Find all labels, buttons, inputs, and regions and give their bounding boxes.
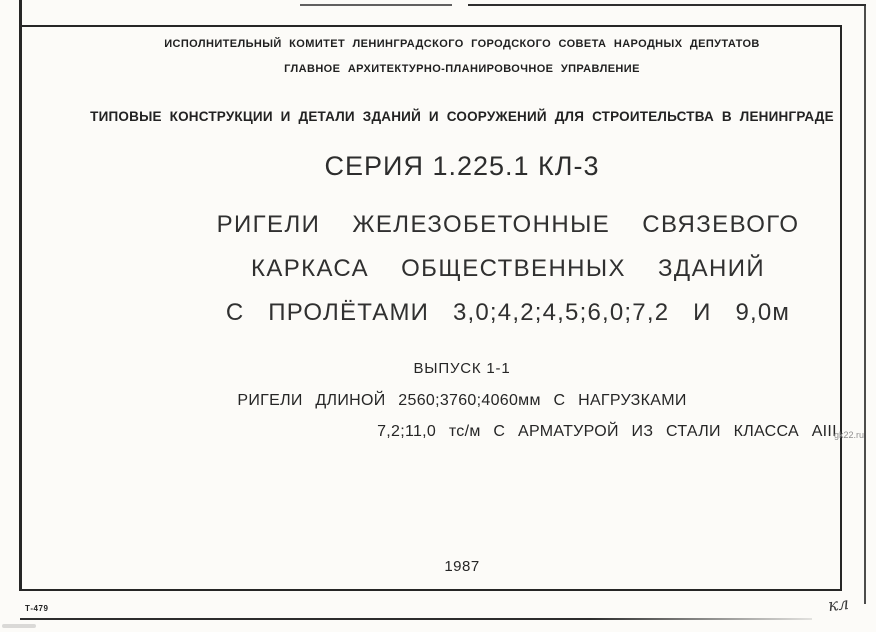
org-name-line2: ГЛАВНОЕ АРХИТЕКТУРНО-ПЛАНИРОВОЧНОЕ УПРАВЛЕНИЕ bbox=[284, 63, 640, 75]
outer-border-top-segment bbox=[300, 4, 452, 6]
handwritten-mark: кл bbox=[827, 593, 850, 617]
document-code: Т-479 bbox=[25, 604, 49, 613]
main-title-line1: РИГЕЛИ ЖЕЛЕЗОБЕТОННЫЕ СВЯЗЕВОГО bbox=[216, 211, 800, 238]
publication-year: 1987 bbox=[444, 558, 480, 575]
series-number: СЕРИЯ 1.225.1 КЛ-3 bbox=[324, 151, 600, 181]
frame-left-extension bbox=[19, 0, 22, 27]
issue-desc-line1: РИГЕЛИ ДЛИНОЙ 2560;3760;4060мм С НАГРУЗКАМИ bbox=[237, 392, 687, 409]
outer-border-top-segment bbox=[468, 4, 866, 6]
footer-rule bbox=[20, 618, 812, 620]
site-watermark: gk22.ru bbox=[834, 430, 865, 440]
issue-desc-line2: 7,2;11,0 тс/м С АРМАТУРОЙ ИЗ СТАЛИ КЛАССА АIII bbox=[377, 423, 837, 440]
issue-label: ВЫПУСК 1-1 bbox=[413, 360, 511, 377]
org-name-line1: ИСПОЛНИТЕЛЬНЫЙ КОМИТЕТ ЛЕНИНГРАДСКОГО ГОРОДСКОГО СОВЕТА НАРОДНЫХ ДЕПУТАТОВ bbox=[164, 38, 760, 50]
subject-line: ТИПОВЫЕ КОНСТРУКЦИИ И ДЕТАЛИ ЗДАНИЙ И СООРУЖЕНИЙ ДЛЯ СТРОИТЕЛЬСТВА В ЛЕНИНГРАДЕ bbox=[90, 109, 834, 124]
main-title-line2: КАРКАСА ОБЩЕСТВЕННЫХ ЗДАНИЙ bbox=[250, 255, 766, 282]
scan-smudge bbox=[2, 624, 36, 628]
main-title-line3: С ПРОЛЁТАМИ 3,0;4,2;4,5;6,0;7,2 И 9,0м bbox=[225, 299, 791, 326]
